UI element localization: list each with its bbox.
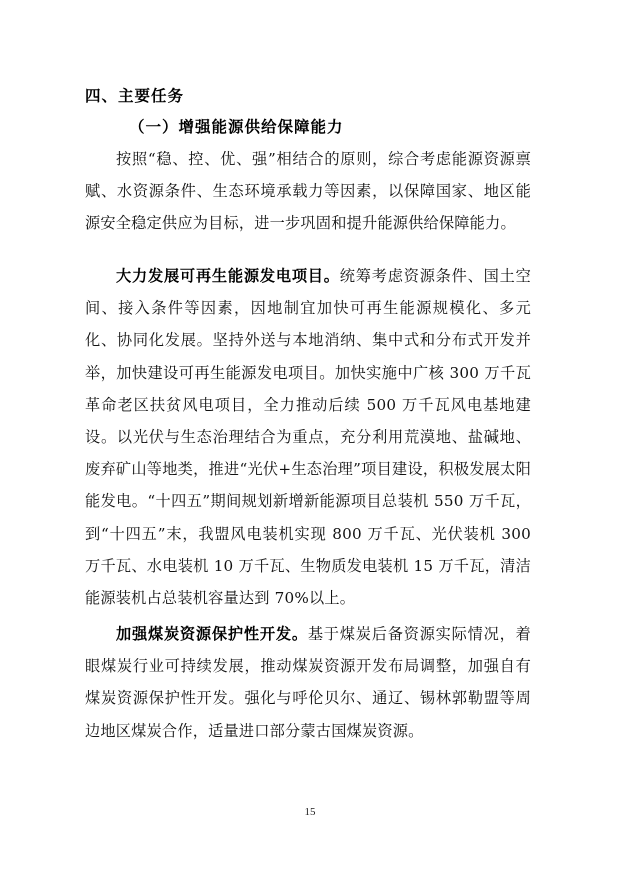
page-number: 15 [304,806,316,818]
paragraph-text: 统筹考虑资源条件、国土空间、接入条件等因素，因地制宜加快可再生能源规模化、多元化、协同化发展。坚持外送与本地消纳、集中式和分布式开发并举，加快建设可再生能源发电项目。加快实施中广核 300 万千瓦革命老区扶贫风电项目，全力推动后续 500 万千瓦风电基地建设。以光伏与生态治理结合为重点，充分利用荒漠地、盐碱地、废弃矿山等地类，推进“光伏+生态治理”项目建设，积极发展太阳能发电。“十四五”期间规划新增新能源项目总装机 550 万千瓦，到“十四五”末，我盟风电装机实现 800 万千瓦、光伏装机 300 万千瓦、水电装机 10 万千瓦、生物质发电装机 15 万千瓦，清洁能源装机占总装机容量达到 70%以上。 [85,267,531,608]
paragraph-lead: 大力发展可再生能源发电项目。 [116,267,340,285]
paragraph-text: 按照“稳、控、优、强”相结合的原则，综合考虑能源资源禀赋、水资源条件、生态环境承载力等因素，以保障国家、地区能源安全稳定供应为目标，进一步巩固和提升能源供给保障能力。 [85,150,531,233]
section-heading: 四、主要任务 [85,87,185,105]
paragraph-intro [85,143,531,240]
paragraph-lead: 加强煤炭资源保护性开发。 [116,625,308,643]
paragraph-text: 基于煤炭后备资源实际情况，着眼煤炭行业可持续发展，推动煤炭资源开发布局调整，加强自有煤炭资源保护性开发。强化与呼伦贝尔、通辽、锡林郭勒盟等周边地区煤炭合作，适量进口部分蒙古国煤炭资源。 [85,625,531,740]
section-subheading: （一）增强能源供给保障能力 [129,118,344,136]
paragraph-renewable-energy [85,260,531,614]
paragraph-coal-resources [85,618,531,747]
